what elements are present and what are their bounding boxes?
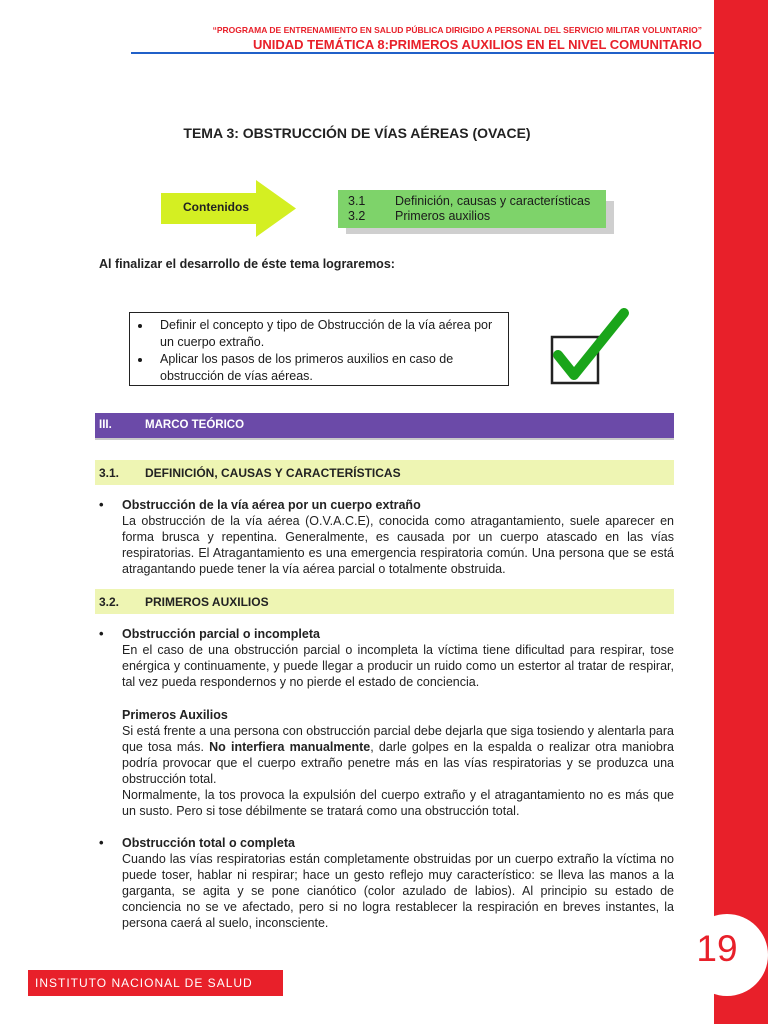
paragraph-title: Primeros Auxilios [122,708,228,722]
objective-item: • Definir el concepto y tipo de Obstrucción de la vía aérea por un cuerpo extraño. [152,317,508,351]
paragraph-title: Obstrucción parcial o incompleta [122,627,320,641]
header-divider [131,52,714,54]
section-title: MARCO TEÓRICO [145,419,245,431]
footer-institution [28,970,283,996]
paragraph-text [122,723,674,787]
paragraph-partial-obstruction [122,626,674,690]
paragraph-text-part: Si está frente a una persona con obstrucción parcial debe dejarla que siga tosiendo y alentarla para que tosa más. [122,724,674,754]
page-title: TEMA 3: OBSTRUCCIÓN DE VÍAS AÉREAS (OVACE) [183,125,531,141]
section-3-1 [95,460,674,485]
goal-intro: Al finalizar el desarrollo de éste tema lograremos: [99,257,395,271]
paragraph-emphasis: No interfiera manualmente [209,740,371,754]
contents-item-number: 3.2 [348,209,366,223]
objectives-box [129,312,509,386]
contents-item-number: 3.1 [348,194,366,208]
paragraph-title: Obstrucción total o completa [122,836,295,850]
paragraph-total-obstruction [122,835,674,931]
right-red-band [714,0,768,1024]
paragraph-title: Obstrucción de la vía aérea por un cuerpo extraño [122,498,421,512]
paragraph-text: La obstrucción de la vía aérea (O.V.A.C.E), conocida como atragantamiento, suele aparecer en forma brusca y repentina. Generalmente, es causada por un cuerpo atascado en las vías respiratorias. El Atragantamiento es una emergencia respiratoria común. Una persona que se está atragantando puede tener la vía aérea parcial o totalmente obstruida. [122,514,674,576]
header-program: “PROGRAMA DE ENTRENAMIENTO EN SALUD PÚBLICA DIRIGIDO A PERSONAL DEL SERVICIO MILITAR VOLUNTARIO” [212,25,702,35]
page-number: 19 [696,928,738,969]
contents-label: Contenidos [183,200,249,214]
footer-text: INSTITUTO NACIONAL DE SALUD [35,976,253,990]
contents-item-text: Primeros auxilios [395,209,491,223]
section-title: PRIMEROS AUXILIOS [145,595,269,609]
section-number: 3.2. [99,595,120,609]
contents-item [348,194,590,208]
bullet-icon: • [99,835,104,850]
checkmark-icon [546,305,636,395]
section-number: III. [99,419,112,431]
section-title: DEFINICIÓN, CAUSAS Y CARACTERÍSTICAS [145,466,401,480]
objective-item: • Aplicar los pasos de los primeros auxilios en caso de obstrucción de vías aéreas. [152,351,508,385]
bullet-icon: • [99,497,104,512]
section-marco-teorico [95,413,674,438]
paragraph-text: En el caso de una obstrucción parcial o incompleta la víctima tiene dificultad para respirar, tose enérgica y continuamente, y puede llegar a producir un ruido como un estertor al tratar de respirar, tal vez pueda respondernos y no pierde el estado de conciencia. [122,643,674,689]
section-3-2 [95,589,674,614]
section-number: 3.1. [99,466,120,480]
header-unit: UNIDAD TEMÁTICA 8:PRIMEROS AUXILIOS EN EL NIVEL COMUNITARIO [252,37,702,52]
contents-item-text: Definición, causas y características [395,194,591,208]
paragraph-text: Normalmente, la tos provoca la expulsión del cuerpo extraño y el atragantamiento no es más que un susto. Pero si tose débilmente se tratará como una obstrucción total. [122,788,674,818]
paragraph-ovace [122,497,674,577]
contents-box [338,190,606,228]
bullet-icon: • [99,626,104,641]
paragraph-first-aid [122,707,674,819]
paragraph-text-part: , darle golpes en la espalda o realizar otra maniobra podría provocar que el cuerpo extraño penetre más en las vías respiratorias y se produzca una obstrucción total. [122,740,674,786]
paragraph-text: Cuando las vías respiratorias están completamente obstruidas por un cuerpo extraño la víctima no puede toser, hablar ni respirar; hace un gesto reflejo muy característico: se lleva las manos a la garganta, se agita y se pone cianótico (color azulado de labios). Al principio su estado de conciencia no se ve afectado, pero si no logra restablecer la respiración en breves instantes, la persona caerá al suelo, inconsciente. [122,852,674,930]
contents-item [348,209,490,223]
